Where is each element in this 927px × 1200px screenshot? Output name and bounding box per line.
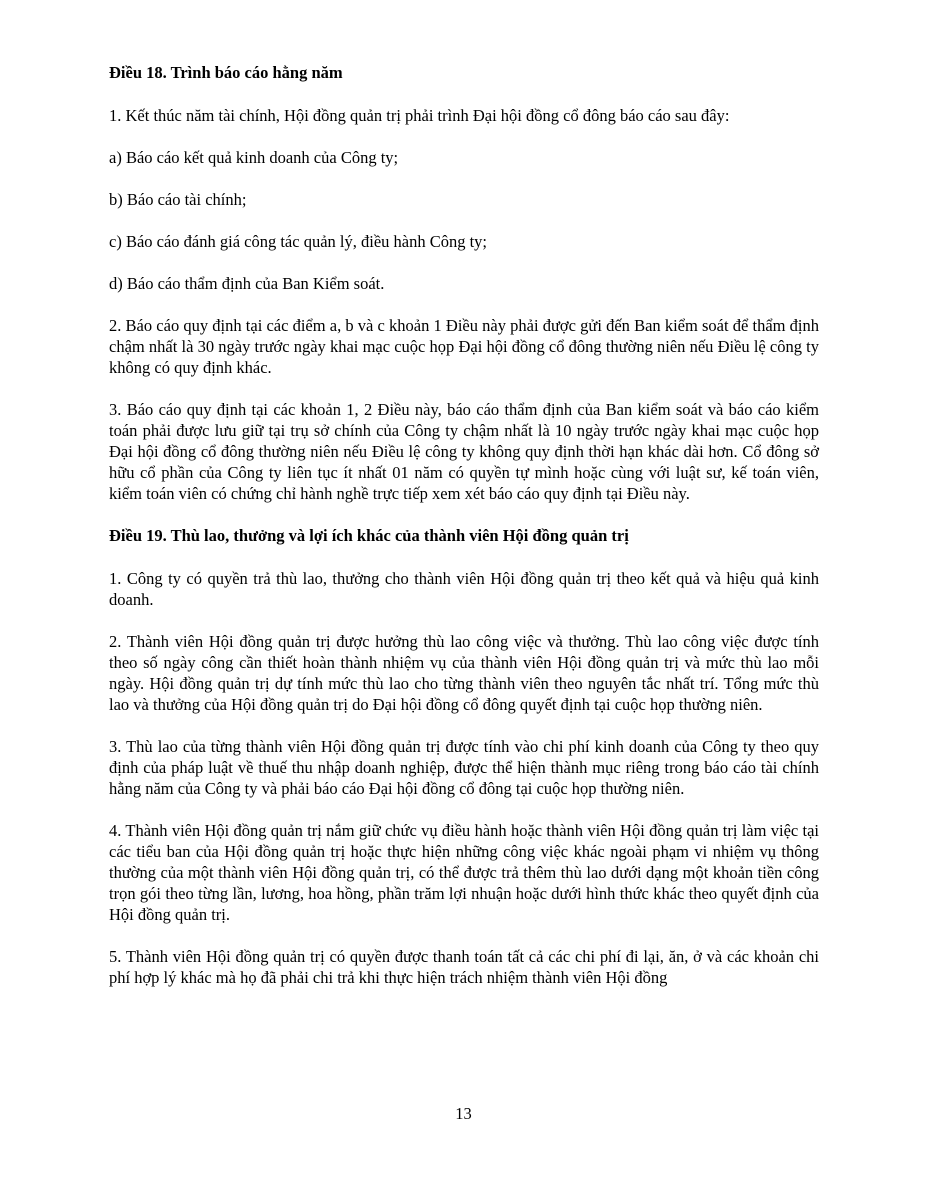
article-19-paragraph-3: 3. Thù lao của từng thành viên Hội đồng quản trị được tính vào chi phí kinh doanh của Công ty theo quy định của pháp luật về thuế thu nhập doanh nghiệp, được thể hiện thành mục riêng trong báo cáo tài chính hằng năm của Công ty và phải báo cáo Đại hội đồng cổ đông tại cuộc họp thường niên.: [109, 737, 819, 798]
article-19-paragraph-2: 2. Thành viên Hội đồng quản trị được hưởng thù lao công việc và thưởng. Thù lao công việc được tính theo số ngày công cần thiết hoàn thành nhiệm vụ của thành viên Hội đồng quản trị và mức thù lao mỗi ngày. Hội đồng quản trị dự tính mức thù lao cho từng thành viên theo nguyên tắc nhất trí. Tổng mức thù lao và thưởng của Hội đồng quản trị do Đại hội đồng cổ đông quyết định tại cuộc họp thường niên.: [109, 632, 819, 714]
article-18-title: Điều 18. Trình báo cáo hằng năm: [109, 63, 343, 82]
document-page: [109, 62, 819, 1009]
article-19-title: Điều 19. Thù lao, thưởng và lợi ích khác của thành viên Hội đồng quản trị: [109, 526, 629, 545]
article-18-item-c: c) Báo cáo đánh giá công tác quản lý, điều hành Công ty;: [109, 232, 488, 251]
article-18-item-a: a) Báo cáo kết quả kinh doanh của Công ty;: [109, 148, 399, 167]
article-18-item-d: d) Báo cáo thẩm định của Ban Kiểm soát.: [109, 274, 385, 293]
article-19-paragraph-4: 4. Thành viên Hội đồng quản trị nắm giữ chức vụ điều hành hoặc thành viên Hội đồng quản trị làm việc tại các tiểu ban của Hội đồng quản trị hoặc thực hiện những công việc khác ngoài phạm vi nhiệm vụ thông thường của một thành viên Hội đồng quản trị, có thể được trả thêm thù lao dưới dạng một khoản tiền công trọn gói theo từng lần, lương, hoa hồng, phần trăm lợi nhuận hoặc dưới hình thức khác theo quyết định của Hội đồng quản trị.: [109, 821, 819, 924]
article-18-item-b: b) Báo cáo tài chính;: [109, 190, 247, 209]
article-19-paragraph-5: 5. Thành viên Hội đồng quản trị có quyền được thanh toán tất cả các chi phí đi lại, ăn, ở và các khoản chi phí hợp lý khác mà họ đã phải chi trả khi thực hiện trách nhiệm thành viên Hội đồng: [109, 947, 819, 987]
article-18-paragraph-1: 1. Kết thúc năm tài chính, Hội đồng quản trị phải trình Đại hội đồng cổ đông báo cáo sau đây:: [109, 106, 730, 125]
article-18-paragraph-3: 3. Báo cáo quy định tại các khoản 1, 2 Điều này, báo cáo thẩm định của Ban kiểm soát và báo cáo kiểm toán phải được lưu giữ tại trụ sở chính của Công ty chậm nhất là 10 ngày trước ngày khai mạc cuộc họp Đại hội đồng cổ đông thường niên nếu Điều lệ công ty không quy định thời hạn khác dài hơn. Cổ đông sở hữu cổ phần của Công ty liên tục ít nhất 01 năm có quyền tự mình hoặc cùng với luật sư, kế toán viên, kiểm toán viên có chứng chỉ hành nghề trực tiếp xem xét báo cáo quy định tại Điều này.: [109, 400, 819, 503]
article-18-paragraph-2: 2. Báo cáo quy định tại các điểm a, b và c khoản 1 Điều này phải được gửi đến Ban kiểm soát để thẩm định chậm nhất là 30 ngày trước ngày khai mạc cuộc họp Đại hội đồng cổ đông thường niên nếu Điều lệ công ty không có quy định khác.: [109, 316, 819, 377]
article-19-paragraph-1: 1. Công ty có quyền trả thù lao, thưởng cho thành viên Hội đồng quản trị theo kết quả và hiệu quả kinh doanh.: [109, 569, 819, 609]
page-number: 13: [455, 1104, 472, 1123]
